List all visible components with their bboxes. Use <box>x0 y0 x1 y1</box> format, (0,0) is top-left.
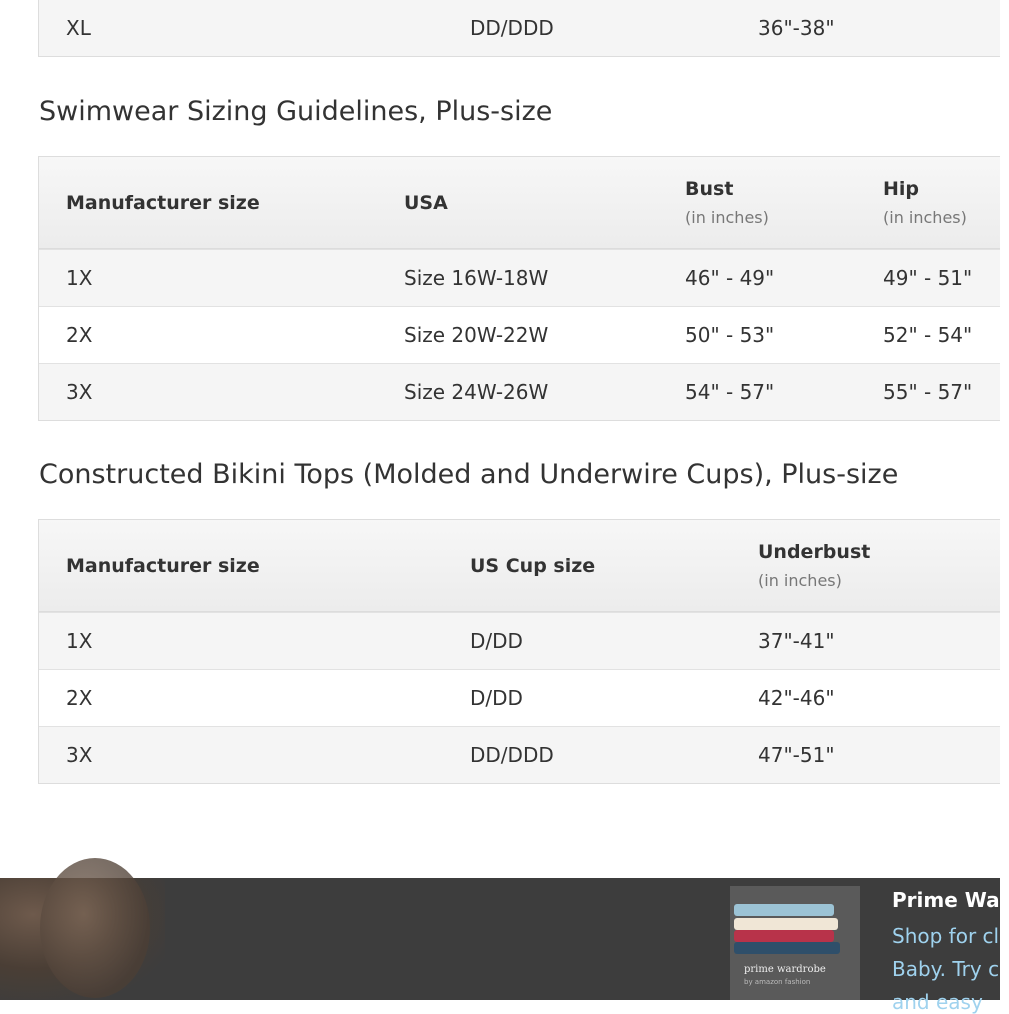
manufacturer-size-cell: 1X <box>66 266 93 290</box>
ad-title-link[interactable]: Prime War <box>892 888 1009 912</box>
hip-cell: 55" - 57" <box>883 380 973 404</box>
table-row <box>39 0 1000 56</box>
header-label: Underbust <box>758 541 871 563</box>
header-bust <box>685 157 769 248</box>
table-row <box>39 306 1000 363</box>
bikini-section-title: Constructed Bikini Tops (Molded and Underwire Cups), Plus-size <box>39 459 899 490</box>
prime-wardrobe-logo-subtext: by amazon fashion <box>744 978 811 986</box>
photo-figure <box>40 858 150 998</box>
header-label: Manufacturer size <box>66 191 260 214</box>
table-header <box>39 157 1000 249</box>
header-unit: (in inches) <box>758 571 842 590</box>
table-row <box>39 363 1000 420</box>
towel-stack-item <box>734 918 838 930</box>
us-cup-size-cell: DD/DDD <box>470 16 554 40</box>
underbust-cell: 36"-38" <box>758 16 835 40</box>
manufacturer-size-cell: 2X <box>66 323 93 347</box>
us-cup-size-cell: DD/DDD <box>470 743 554 767</box>
header-label: Manufacturer size <box>66 554 260 577</box>
us-cup-size-cell: D/DD <box>470 686 523 710</box>
usa-size-cell: Size 24W-26W <box>404 380 549 404</box>
table-header <box>39 520 1000 612</box>
manufacturer-size-cell: 2X <box>66 686 93 710</box>
header-label: Hip <box>883 178 920 200</box>
towel-stack-item <box>734 942 840 954</box>
manufacturer-size-cell: XL <box>66 16 91 40</box>
table-row <box>39 612 1000 669</box>
header-label: USA <box>404 191 448 214</box>
prime-wardrobe-logo-text: prime wardrobe <box>744 964 826 975</box>
bikini-size-table <box>38 519 1000 784</box>
ad-text-line[interactable]: Baby. Try c <box>892 957 1000 981</box>
us-cup-size-cell: D/DD <box>470 629 523 653</box>
header-unit: (in inches) <box>883 208 967 227</box>
model-photo[interactable] <box>0 878 165 1000</box>
header-unit: (in inches) <box>685 208 769 227</box>
header-label: US Cup size <box>470 554 596 577</box>
bust-cell: 54" - 57" <box>685 380 775 404</box>
swimwear-size-table <box>38 156 1000 421</box>
ad-text-line[interactable]: and easy <box>892 990 983 1014</box>
bust-cell: 50" - 53" <box>685 323 775 347</box>
underbust-cell: 37"-41" <box>758 629 835 653</box>
hip-cell: 52" - 54" <box>883 323 973 347</box>
header-manufacturer-size <box>66 520 260 611</box>
towel-stack-item <box>734 930 834 942</box>
underbust-cell: 42"-46" <box>758 686 835 710</box>
header-label: Bust <box>685 178 734 200</box>
manufacturer-size-cell: 3X <box>66 380 93 404</box>
prime-wardrobe-ad-image[interactable] <box>730 886 860 1000</box>
table-row <box>39 726 1000 783</box>
header-us-cup-size <box>470 520 595 611</box>
underbust-cell: 47"-51" <box>758 743 835 767</box>
header-manufacturer-size <box>66 157 260 248</box>
ad-text-line[interactable]: Shop for cl <box>892 924 1000 948</box>
manufacturer-size-cell: 3X <box>66 743 93 767</box>
header-underbust <box>758 520 870 611</box>
footer-ad-strip <box>0 878 1009 1014</box>
hip-cell: 49" - 51" <box>883 266 973 290</box>
bust-cell: 46" - 49" <box>685 266 775 290</box>
usa-size-cell: Size 16W-18W <box>404 266 549 290</box>
usa-size-cell: Size 20W-22W <box>404 323 549 347</box>
swimwear-section-title: Swimwear Sizing Guidelines, Plus-size <box>39 96 553 127</box>
bra-size-table <box>38 0 1000 57</box>
header-usa <box>404 157 448 248</box>
towel-stack-item <box>734 904 834 916</box>
table-row <box>39 249 1000 306</box>
header-hip <box>883 157 967 248</box>
manufacturer-size-cell: 1X <box>66 629 93 653</box>
table-row <box>39 669 1000 726</box>
